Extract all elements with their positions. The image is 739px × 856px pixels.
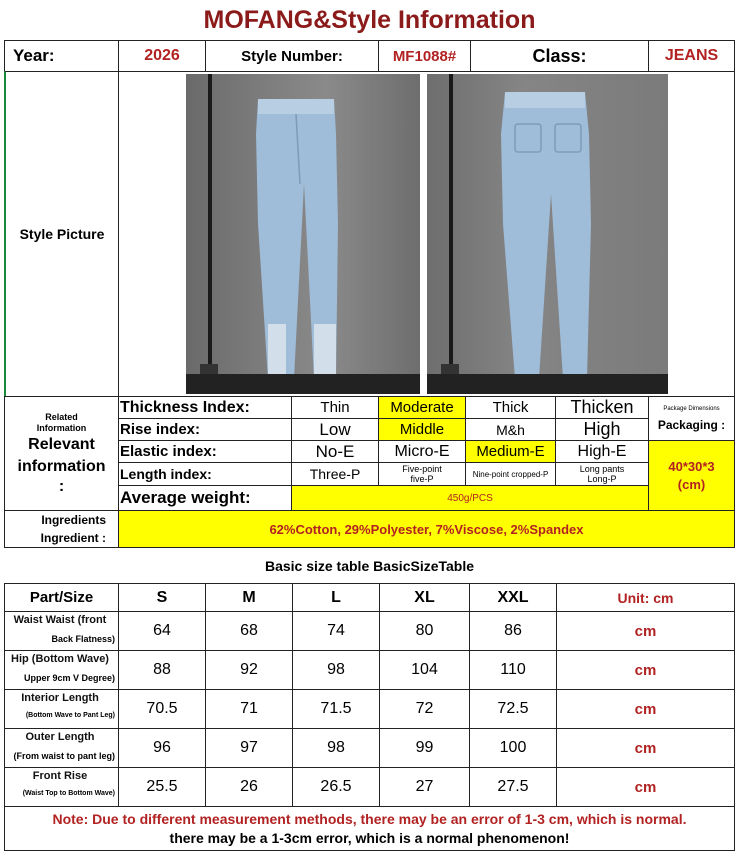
style-number-label: Style Number:: [205, 40, 379, 72]
size-l-header: L: [292, 583, 380, 612]
size-unit-cell: cm: [556, 650, 735, 690]
note-line-2: there may be a 1-3cm error, which is a normal phenomenon!: [4, 826, 735, 851]
size-value-cell: 92: [205, 650, 293, 690]
size-value-cell: 104: [379, 650, 470, 690]
size-row-label: [4, 728, 119, 768]
ingredient-label: Ingredient :: [40, 531, 106, 545]
ingredients-value: 62%Cotton, 29%Polyester, 7%Viscose, 2%Spandex: [118, 510, 735, 548]
size-value-cell: 26.5: [292, 767, 380, 807]
size-row-label: [4, 689, 119, 729]
size-value-cell: 27.5: [469, 767, 557, 807]
elastic-label: Elastic index:: [118, 440, 292, 463]
size-value-cell: 74: [292, 611, 380, 651]
length-label: Length index:: [118, 462, 292, 486]
size-value-cell: 25.5: [118, 767, 206, 807]
size-xxl-header: XXL: [469, 583, 557, 612]
size-value-cell: 99: [379, 728, 470, 768]
size-value-cell: 88: [118, 650, 206, 690]
rise-middle: Middle: [378, 418, 466, 441]
note-line-1: Note: Due to different measurement methods, there may be an error of 1-3 cm, which is normal.: [4, 806, 735, 831]
front-view-photo: [186, 74, 420, 394]
size-unit-cell: cm: [556, 689, 735, 729]
size-value-cell: 27: [379, 767, 470, 807]
class-value: JEANS: [648, 40, 735, 72]
size-row-sub: (Waist Top to Bottom Wave): [22, 790, 115, 797]
back-view-photo: [427, 74, 668, 394]
year-value: 2026: [118, 40, 206, 72]
length-long-pants: Long pants Long-P: [555, 462, 649, 486]
thickness-thin: Thin: [291, 396, 379, 419]
class-label: Class:: [470, 40, 649, 72]
size-value-cell: 97: [205, 728, 293, 768]
size-value-cell: 26: [205, 767, 293, 807]
size-value-cell: 86: [469, 611, 557, 651]
weight-label: Average weight:: [118, 485, 292, 511]
size-row-sub: (Bottom Wave to Pant Leg): [25, 712, 115, 719]
rise-mh: M&h: [465, 418, 556, 441]
size-row-label: [4, 767, 119, 807]
back-jeans-image: [427, 74, 668, 394]
length-five-point: Five-point five-P: [378, 462, 466, 486]
packaging-label-cell: [648, 396, 735, 441]
size-value-cell: 80: [379, 611, 470, 651]
unit-header: Unit: cm: [556, 583, 735, 612]
year-label: Year:: [4, 40, 119, 72]
page-title: MOFANG&Style Information: [203, 6, 536, 34]
size-row-label: [4, 611, 119, 651]
size-unit-cell: cm: [556, 728, 735, 768]
size-value-cell: 70.5: [118, 689, 206, 729]
size-value-cell: 72: [379, 689, 470, 729]
thickness-thicken: Thicken: [555, 396, 649, 419]
size-s-header: S: [118, 583, 206, 612]
package-dimensions-small: Package Dimensions: [663, 405, 720, 412]
size-row-name: Waist Waist (front: [13, 614, 107, 626]
size-m-header: M: [205, 583, 293, 612]
relevant-label-cell: [4, 396, 119, 511]
size-xl-header: XL: [379, 583, 470, 612]
rise-high: High: [555, 418, 649, 441]
rise-low: Low: [291, 418, 379, 441]
size-value-cell: 68: [205, 611, 293, 651]
size-row-name: Front Rise: [32, 770, 88, 782]
ingredients-label: Ingredients: [41, 513, 106, 527]
size-row-label: [4, 650, 119, 690]
size-row-name: Outer Length: [25, 731, 95, 743]
elastic-high-e: High-E: [555, 440, 649, 463]
length-nine-point: Nine-point cropped-P: [465, 462, 556, 486]
size-row-name: Interior Length: [21, 692, 99, 704]
size-value-cell: 98: [292, 650, 380, 690]
size-value-cell: 110: [469, 650, 557, 690]
size-unit-cell: cm: [556, 767, 735, 807]
thickness-thick: Thick: [465, 396, 556, 419]
relevant-information-label: Relevant information: [17, 435, 106, 475]
size-row-sub: Back Flatness): [51, 634, 115, 644]
elastic-no-e: No-E: [291, 440, 379, 463]
size-value-cell: 100: [469, 728, 557, 768]
style-picture-label: Style Picture: [4, 71, 119, 397]
size-row-sub: Upper 9cm V Degree): [23, 673, 115, 683]
rise-label: Rise index:: [118, 418, 292, 441]
thickness-label: Thickness Index:: [118, 396, 292, 419]
size-value-cell: 71.5: [292, 689, 380, 729]
size-row-sub: (From waist to pant leg): [13, 751, 115, 761]
size-table-caption: Basic size table BasicSizeTable: [4, 547, 735, 584]
style-number-value: MF1088#: [378, 40, 471, 72]
packaging-label: Packaging :: [657, 417, 726, 432]
size-unit-cell: cm: [556, 611, 735, 651]
size-value-cell: 98: [292, 728, 380, 768]
size-value-cell: 64: [118, 611, 206, 651]
related-information-small: Related Information: [36, 411, 87, 433]
size-value-cell: 96: [118, 728, 206, 768]
elastic-medium-e: Medium-E: [465, 440, 556, 463]
size-value-cell: 71: [205, 689, 293, 729]
size-value-cell: 72.5: [469, 689, 557, 729]
weight-value: 450g/PCS: [291, 485, 649, 511]
part-size-header: Part/Size: [4, 583, 119, 612]
ingredients-label-cell: [4, 510, 119, 548]
front-jeans-image: [186, 74, 420, 394]
elastic-micro-e: Micro-E: [378, 440, 466, 463]
length-three-p: Three-P: [291, 462, 379, 486]
size-row-name: Hip (Bottom Wave): [11, 653, 109, 665]
relevant-colon: :: [58, 477, 65, 495]
thickness-moderate: Moderate: [378, 396, 466, 419]
packaging-value: 40*30*3 (cm): [648, 440, 735, 511]
